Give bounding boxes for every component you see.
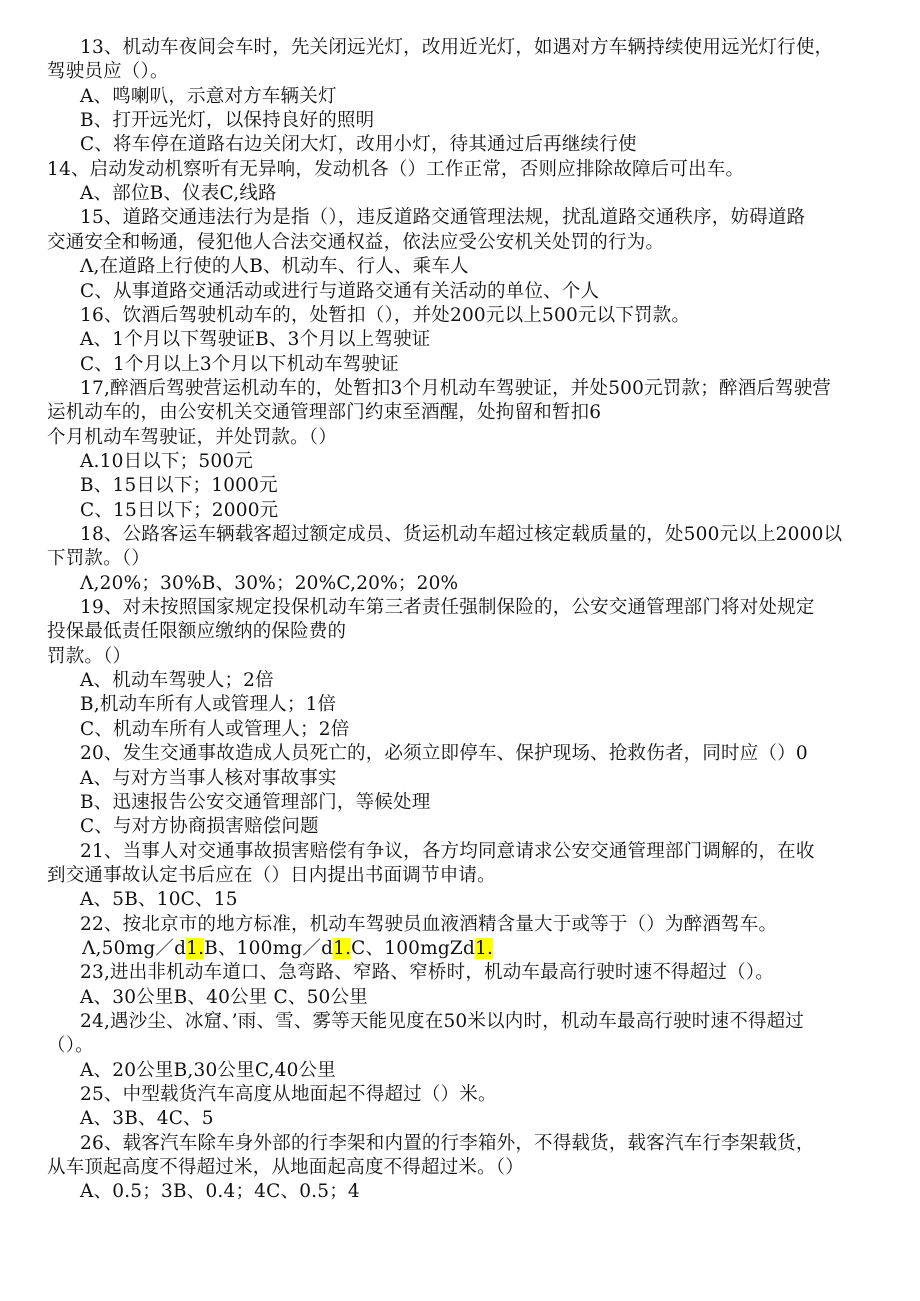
highlighted-mark: 1. — [333, 938, 352, 959]
text-line: 15、道路交通违法行为是指（），违反道路交通管理法规，扰乱道路交通秩序，妨碍道路 — [80, 207, 806, 228]
text-line: 交通安全和畅通，侵犯他人合法交通权益，依法应受公安机关处罚的行为。 — [47, 232, 665, 253]
text-line: 运机动车的，由公安机关交通管理部门约束至酒醒，处拘留和暂扣6 — [47, 402, 602, 423]
text-line: B、15日以下；1000元 — [80, 475, 278, 496]
text-line: 21、当事人对交通事故损害赔偿有争议，各方均同意请求公安交通管理部门调解的，在收 — [80, 841, 815, 862]
text-line: Λ,在道路上行使的人B、机动车、行人、乘车人 — [80, 256, 469, 277]
text-line: 16、饮酒后驾驶机动车的，处暂扣（），并处200元以上500元以下罚款。 — [80, 305, 691, 326]
text-line: B,机动车所有人或管理人；1倍 — [80, 694, 337, 715]
text-line: 18、公路客运车辆载客超过额定成员、货运机动车超过核定载质量的，处500元以上2000以 — [80, 524, 843, 545]
text-line: A、3B、4C、5 — [80, 1108, 214, 1129]
text-line: 24,遇沙尘、冰窟、’雨、雪、雾等天能见度在50米以内时，机动车最高行驶时速不得超过 — [80, 1011, 804, 1032]
text-line: C、与对方协商损害赔偿问题 — [80, 816, 319, 837]
text-line: A、0.5；3B、0.4；4C、0.5；4 — [80, 1181, 360, 1202]
text-line: A、机动车驾驶人；2倍 — [80, 670, 274, 691]
text-line: C、从事道路交通活动或进行与道路交通有关活动的单位、个人 — [80, 281, 600, 302]
text-line: 25、中型载货汽车高度从地面起不得超过（）米。 — [80, 1084, 497, 1105]
text-line: 17,醉酒后驾驶营运机动车的，处暂扣3个月机动车驾驶证，并处500元罚款；醉酒后驾驶营 — [80, 378, 832, 399]
text-line: B、迅速报告公安交通管理部门，等候处理 — [80, 792, 431, 813]
text-line: C、1个月以上3个月以下机动车驾驶证 — [80, 354, 399, 375]
text-line: A、1个月以下驾驶证B、3个月以上驾驶证 — [80, 329, 431, 350]
text-line: 到交通事故认定书后应在（）日内提出书面调节申请。 — [47, 865, 496, 886]
text-line: （）。 — [47, 1035, 94, 1056]
text-line: A、鸣喇叭，示意对方车辆关灯 — [80, 86, 337, 107]
option-text: C、100mgZd — [351, 938, 476, 959]
option-text: B、100mg／d — [204, 938, 334, 959]
text-line: 下罚款。（） — [47, 548, 150, 569]
text-line: 个月机动车驾驶证，并处罚款。（） — [47, 427, 337, 448]
highlighted-mark: 1. — [186, 938, 205, 959]
text-line: 26、载客汽车除车身外部的行李架和内置的行李箱外，不得载货，载客汽车行李架载货， — [80, 1133, 815, 1154]
text-line: 19、对未按照国家规定投保机动车第三者责任强制保险的，公安交通管理部门将对处规定 — [80, 597, 815, 618]
text-line: A、5B、10C、15 — [80, 889, 238, 910]
text-line: 14、启动发动机察听有无异响，发动机各（）工作正常，否则应排除故障后可出车。 — [47, 159, 745, 180]
text-line: A、30公里B、40公里 C、50公里 — [80, 987, 368, 1008]
text-line: A.10日以下；500元 — [80, 451, 253, 472]
q22-options-line — [82, 937, 493, 961]
text-line: C、将车停在道路右边关闭大灯，改用小灯，待其通过后再继续行使 — [80, 134, 637, 155]
text-line: C、机动车所有人或管理人；2倍 — [80, 719, 350, 740]
text-line: 从车顶起高度不得超过米，从地面起高度不得超过米。（） — [47, 1157, 524, 1178]
text-line: A、20公里B,30公里C,40公里 — [80, 1060, 336, 1081]
text-line: 23,进出非机动车道口、急弯路、窄路、窄桥时，机动车最高行驶时速不得超过（）。 — [80, 962, 774, 983]
text-line: B、打开远光灯，以保持良好的照明 — [80, 110, 375, 131]
text-line: 20、发生交通事故造成人员死亡的，必须立即停车、保护现场、抢救伤者，同时应（）0 — [80, 743, 808, 764]
text-line: 13、机动车夜间会车时，先关闭远光灯，改用近光灯，如遇对方车辆持续使用远光灯行使， — [80, 37, 834, 58]
text-line: C、15日以下；2000元 — [80, 500, 279, 521]
text-line: 投保最低责任限额应缴纳的保险费的 — [47, 621, 347, 642]
text-line: 驾驶员应（）。 — [47, 61, 169, 82]
text-line: 22、按北京市的地方标准，机动车驾驶员血液酒精含量大于或等于（）为醉酒驾车。 — [80, 914, 778, 935]
text-line: 罚款。（） — [47, 646, 132, 667]
highlighted-mark: 1. — [475, 938, 494, 959]
text-line: Λ,20%；30%B、30%；20%C,20%；20% — [80, 573, 459, 594]
text-line: A、部位B、仪表C,线路 — [80, 183, 277, 204]
text-line: A、与对方当事人核对事故事实 — [80, 768, 337, 789]
option-text: Λ,50mg／d — [82, 938, 187, 959]
